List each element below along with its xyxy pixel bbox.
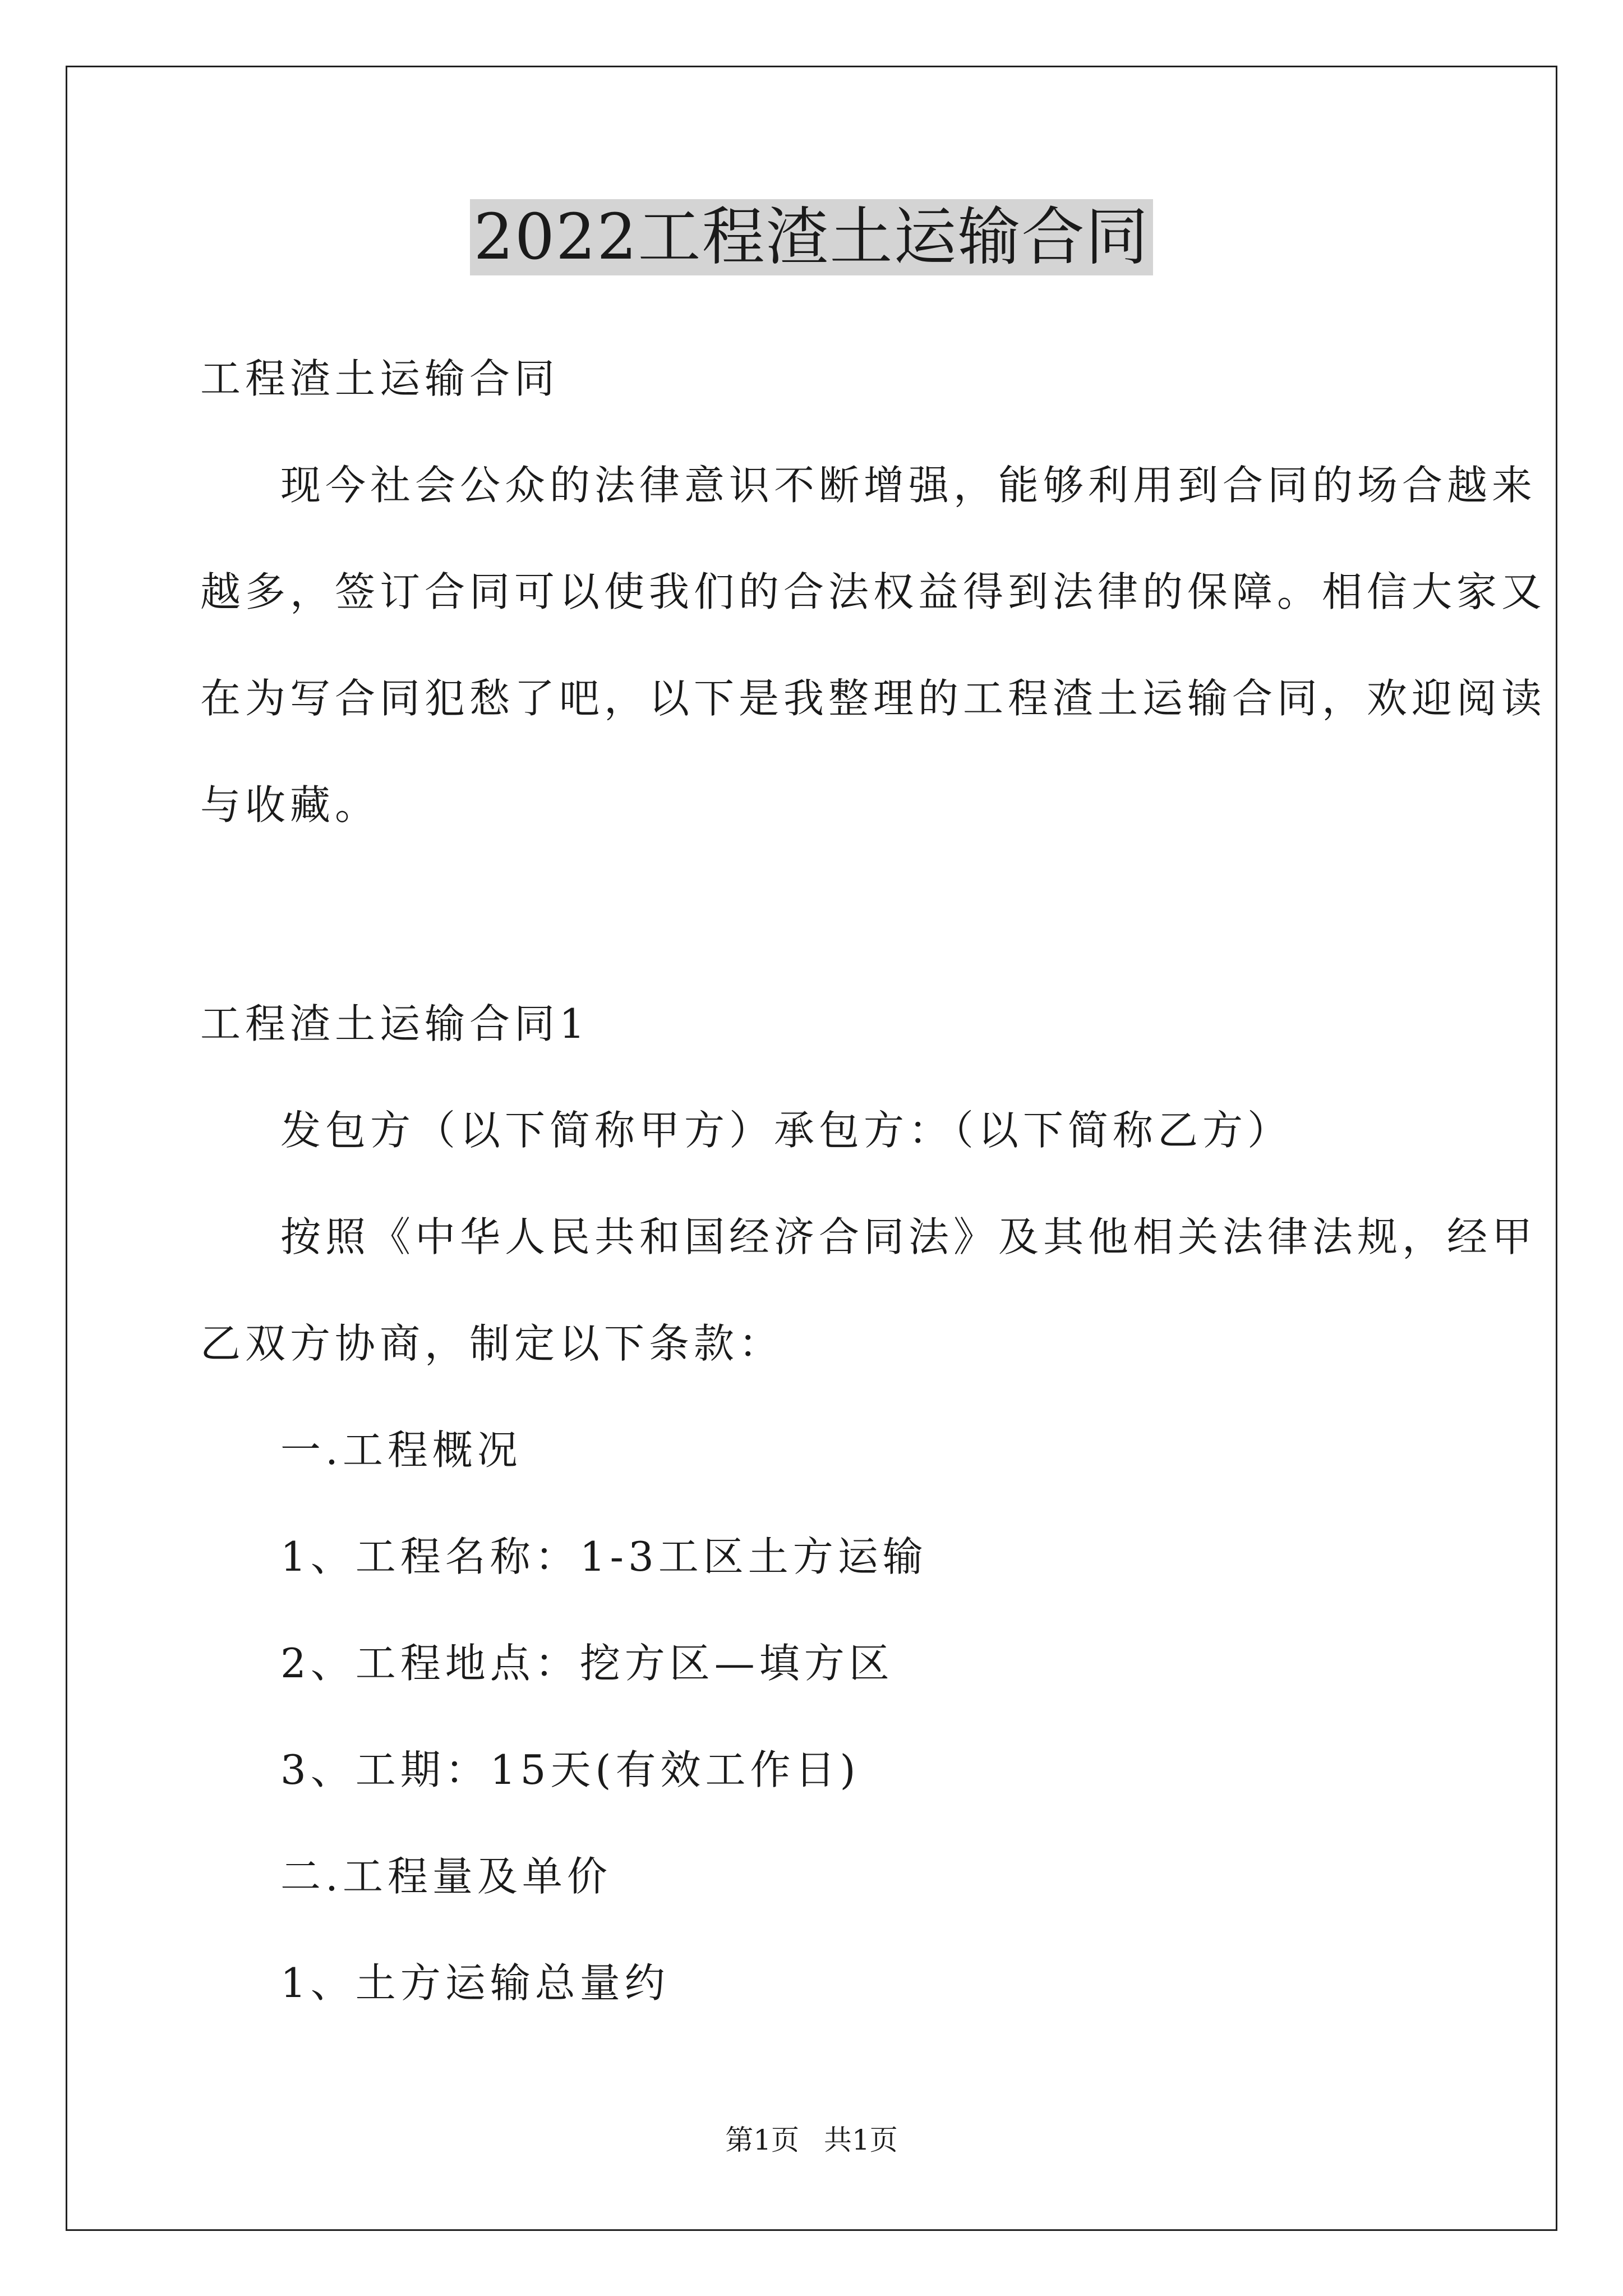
parties-line: 发包方（以下简称甲方）承包方：（以下简称乙方） — [280, 1107, 1293, 1154]
intro-line: 在为写合同犯愁了吧，以下是我整理的工程渣土运输合同，欢迎阅读 — [200, 675, 1547, 722]
intro-line: 与收藏。 — [200, 781, 380, 829]
page-footer — [0, 2123, 1623, 2157]
basis-line: 按照《中华人民共和国经济合同法》及其他相关法律法规，经甲 — [280, 1213, 1537, 1260]
clause-line: 3、工期：15天(有效工作日) — [280, 1746, 860, 1793]
clause-line: 二.工程量及单价 — [280, 1853, 612, 1900]
clause-line: 一.工程概况 — [280, 1427, 522, 1474]
intro-line: 现今社会公众的法律意识不断增强，能够利用到合同的场合越来 — [280, 462, 1537, 509]
document-title: 2022工程渣土运输合同 — [470, 199, 1152, 275]
section-heading: 工程渣土运输合同1 — [200, 1000, 589, 1047]
page-total: 共1页 — [823, 2124, 898, 2156]
clause-line: 2、工程地点：挖方区—填方区 — [280, 1640, 894, 1687]
page-number: 第1页 — [725, 2124, 800, 2156]
document-subtitle: 工程渣土运输合同 — [200, 355, 560, 402]
basis-line: 乙双方协商，制定以下条款： — [200, 1320, 784, 1367]
clause-line: 1、土方运输总量约 — [280, 1959, 670, 2007]
clause-line: 1、工程名称：1-3工区土方运输 — [280, 1533, 928, 1580]
intro-line: 越多，签订合同可以使我们的合法权益得到法律的保障。相信大家又 — [200, 568, 1547, 615]
